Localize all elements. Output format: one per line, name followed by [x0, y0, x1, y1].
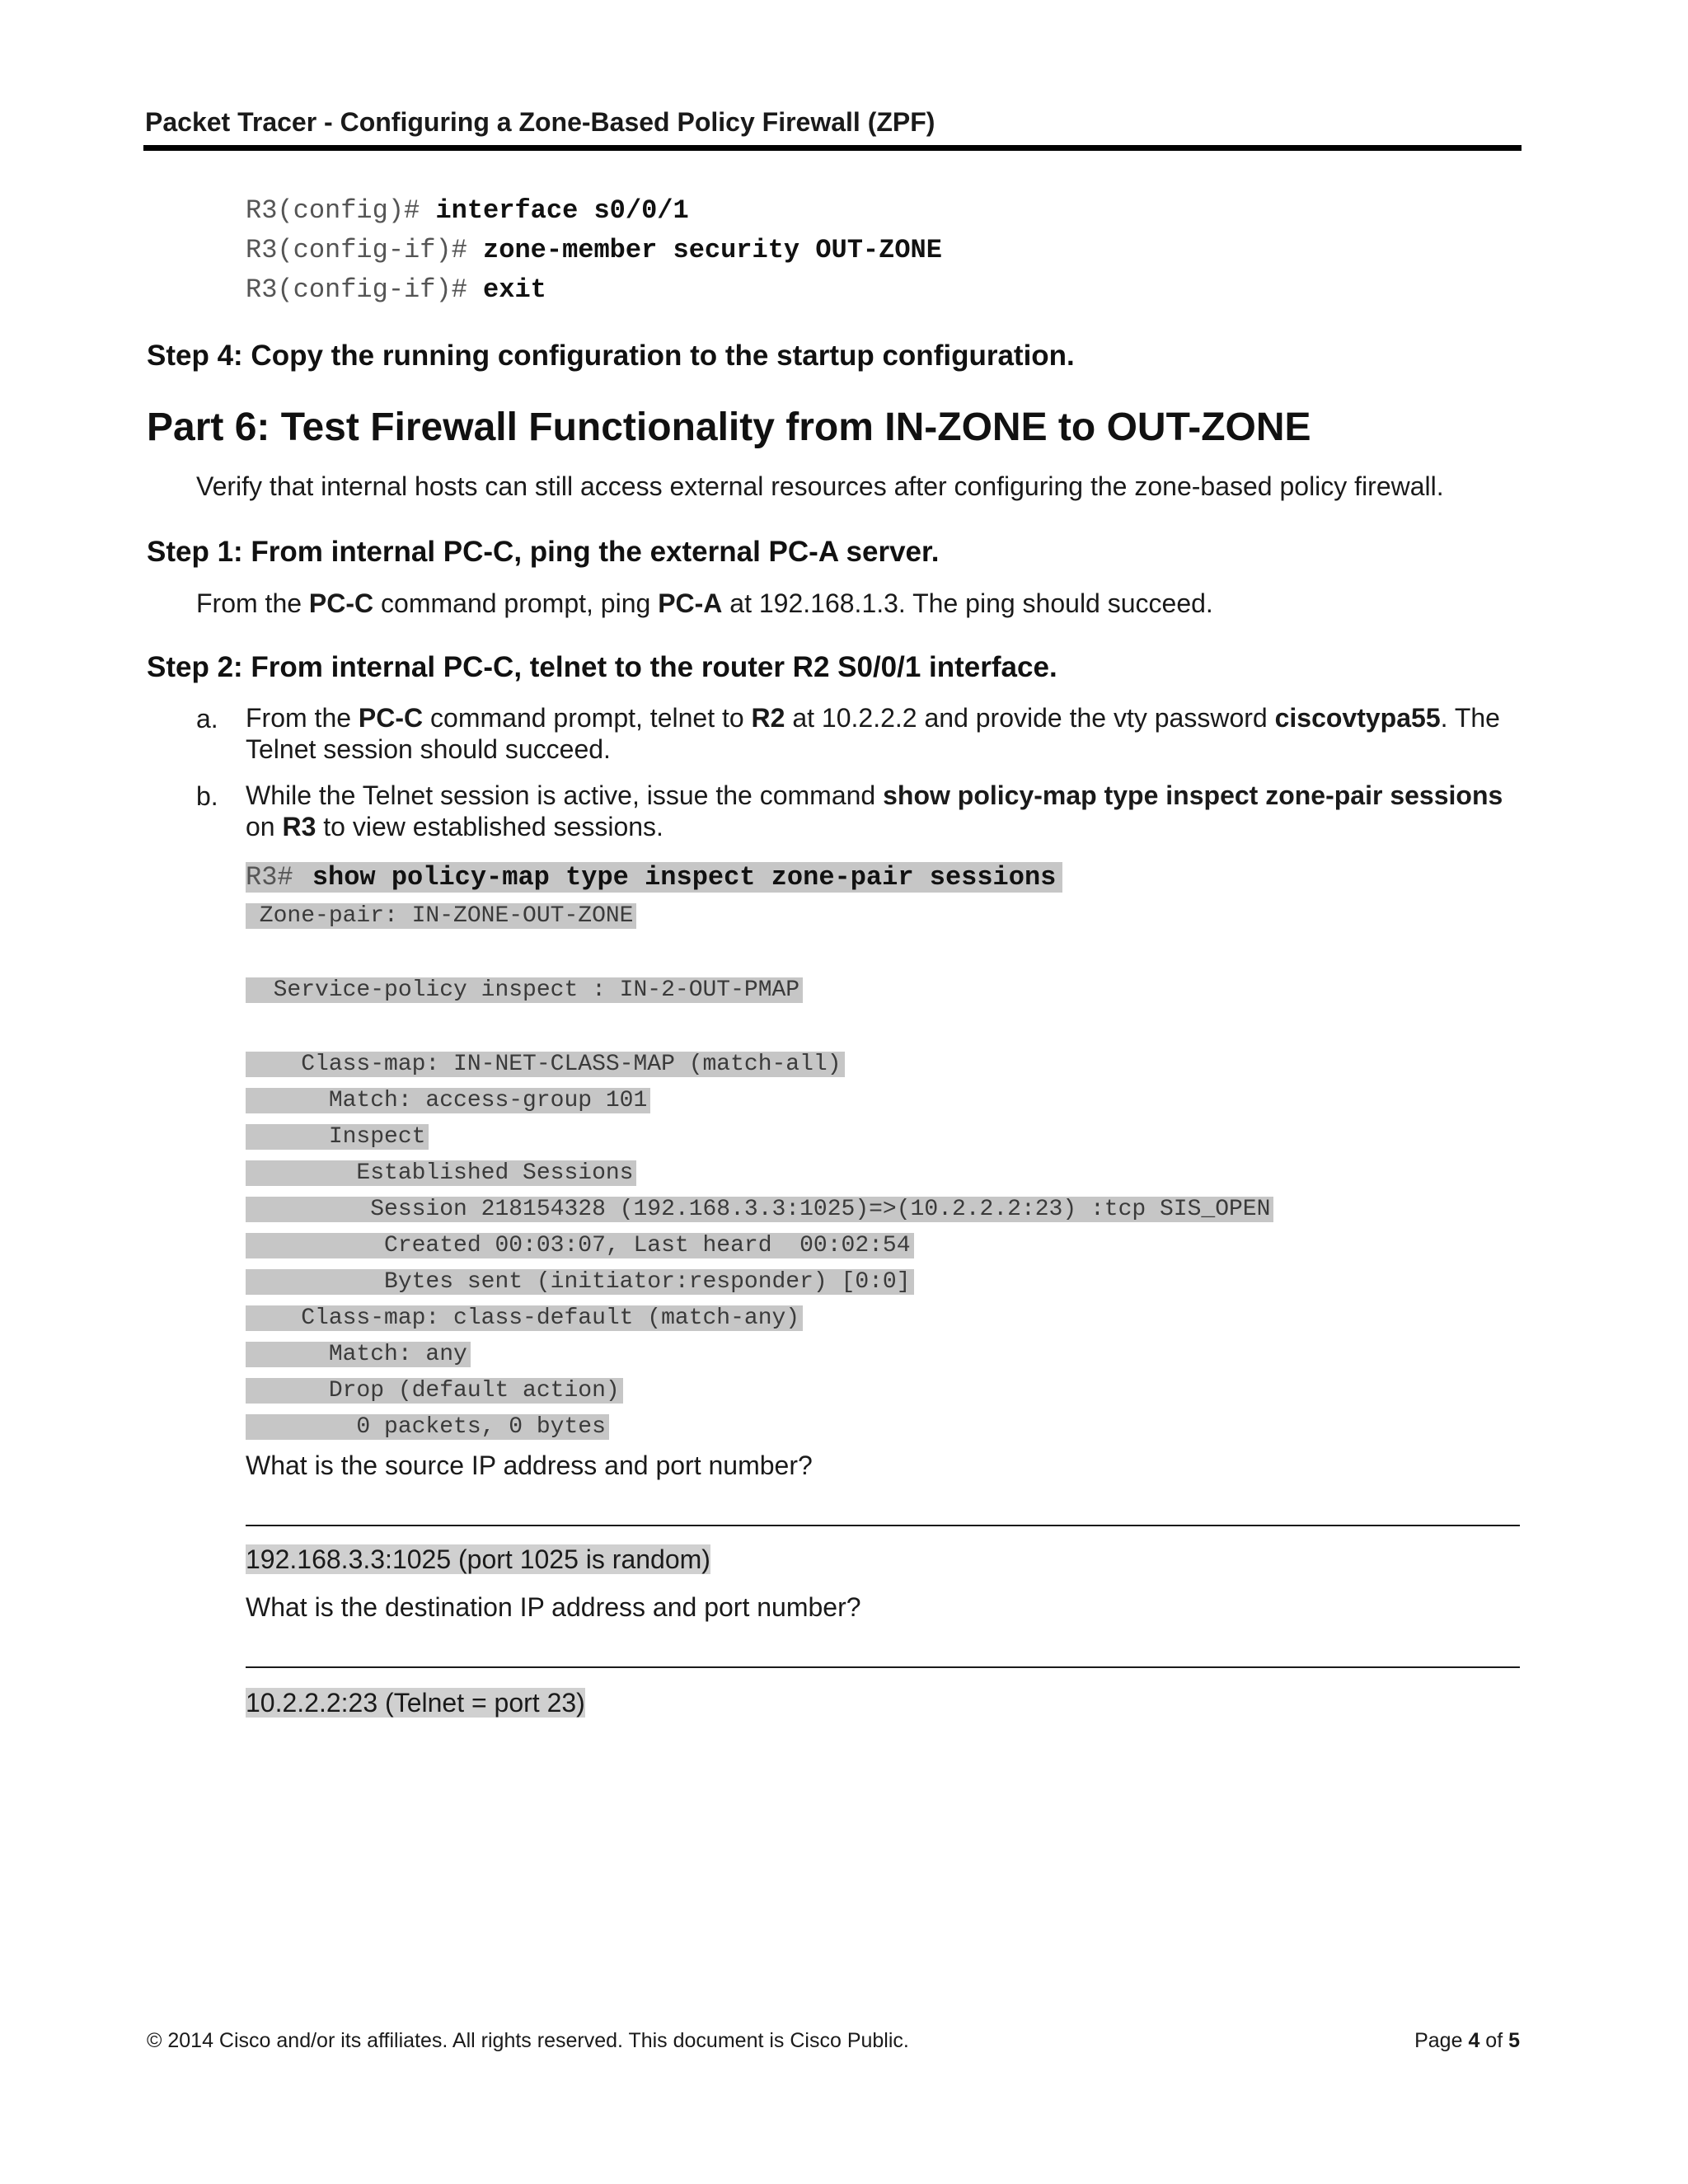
part6-intro: Verify that internal hosts can still access external resources after configuring the zone-based policy firewall.: [196, 471, 1444, 501]
step1-text: From the PC-C command prompt, ping PC-A at 192.168.1.3. The ping should succeed.: [196, 588, 1213, 618]
list-item-marker: b.: [196, 781, 218, 811]
step2-item-b-text: While the Telnet session is active, issue the command show policy-map type inspect zone-pair sessions on R3 to view established sessions.: [246, 780, 1503, 841]
cli-output-blank: [246, 1009, 1273, 1047]
question-2: What is the destination IP address and port number?: [246, 1592, 861, 1622]
cli-command: exit: [483, 274, 546, 305]
answer-line: [246, 1525, 1520, 1526]
cli-prompt: R3(config)#: [246, 195, 436, 226]
cli-output-line: Class-map: class-default (match-any): [246, 1301, 1273, 1337]
cli-output-line: Established Sessions: [246, 1155, 1273, 1192]
step4-heading: Step 4: Copy the running configuration to the startup configuration.: [147, 340, 1075, 372]
cli-output-command: R3# show policy-map type inspect zone-pair sessions: [246, 857, 1273, 898]
cli-output-line: Zone-pair: IN-ZONE-OUT-ZONE: [246, 898, 1273, 935]
part6-heading: Part 6: Test Firewall Functionality from IN-ZONE to OUT-ZONE: [147, 405, 1311, 449]
cli-command: zone-member security OUT-ZONE: [483, 235, 942, 265]
cli-output-line: Created 00:03:07, Last heard 00:02:54: [246, 1228, 1273, 1264]
cli-output-line: Service-policy inspect : IN-2-OUT-PMAP: [246, 972, 1273, 1009]
question-1: What is the source IP address and port number?: [246, 1451, 813, 1480]
cli-output-line: Session 218154328 (192.168.3.3:1025)=>(10.2.2.2:23) :tcp SIS_OPEN: [246, 1192, 1273, 1228]
cli-output-block: [246, 857, 1273, 1446]
cli-output-line: Match: any: [246, 1337, 1273, 1373]
step2-heading: Step 2: From internal PC-C, telnet to the router R2 S0/0/1 interface.: [147, 651, 1057, 683]
step2-item-a-text: From the PC-C command prompt, telnet to R2 at 10.2.2.2 and provide the vty password ciscovtypa55. The Telnet session should succeed.: [246, 703, 1500, 764]
cli-command: interface s0/0/1: [435, 195, 689, 226]
answer-line: [246, 1666, 1520, 1668]
page-header-title: Packet Tracer - Configuring a Zone-Based Policy Firewall (ZPF): [145, 107, 935, 137]
answer-1: 192.168.3.3:1025 (port 1025 is random): [246, 1544, 710, 1574]
answer-2: 10.2.2.2:23 (Telnet = port 23): [246, 1688, 585, 1718]
header-divider: [143, 145, 1522, 151]
config-command-line: [246, 274, 546, 307]
footer-copyright: © 2014 Cisco and/or its affiliates. All rights reserved. This document is Cisco Public.: [147, 2029, 909, 2052]
cli-output-blank: [246, 935, 1273, 972]
list-item-marker: a.: [196, 704, 218, 733]
cli-output-line: Class-map: IN-NET-CLASS-MAP (match-all): [246, 1047, 1273, 1083]
config-command-line: [246, 234, 942, 267]
cli-output-line: Match: access-group 101: [246, 1083, 1273, 1119]
config-command-line: [246, 194, 689, 227]
step1-heading: Step 1: From internal PC-C, ping the external PC-A server.: [147, 536, 940, 568]
cli-output-line: Bytes sent (initiator:responder) [0:0]: [246, 1264, 1273, 1301]
cli-prompt: R3(config-if)#: [246, 235, 484, 265]
cli-output-line: 0 packets, 0 bytes: [246, 1409, 1273, 1446]
cli-output-line: Drop (default action): [246, 1373, 1273, 1409]
cli-prompt: R3(config-if)#: [246, 274, 484, 305]
cli-output-line: Inspect: [246, 1119, 1273, 1155]
page-number: Page 4 of 5: [1414, 2029, 1520, 2052]
